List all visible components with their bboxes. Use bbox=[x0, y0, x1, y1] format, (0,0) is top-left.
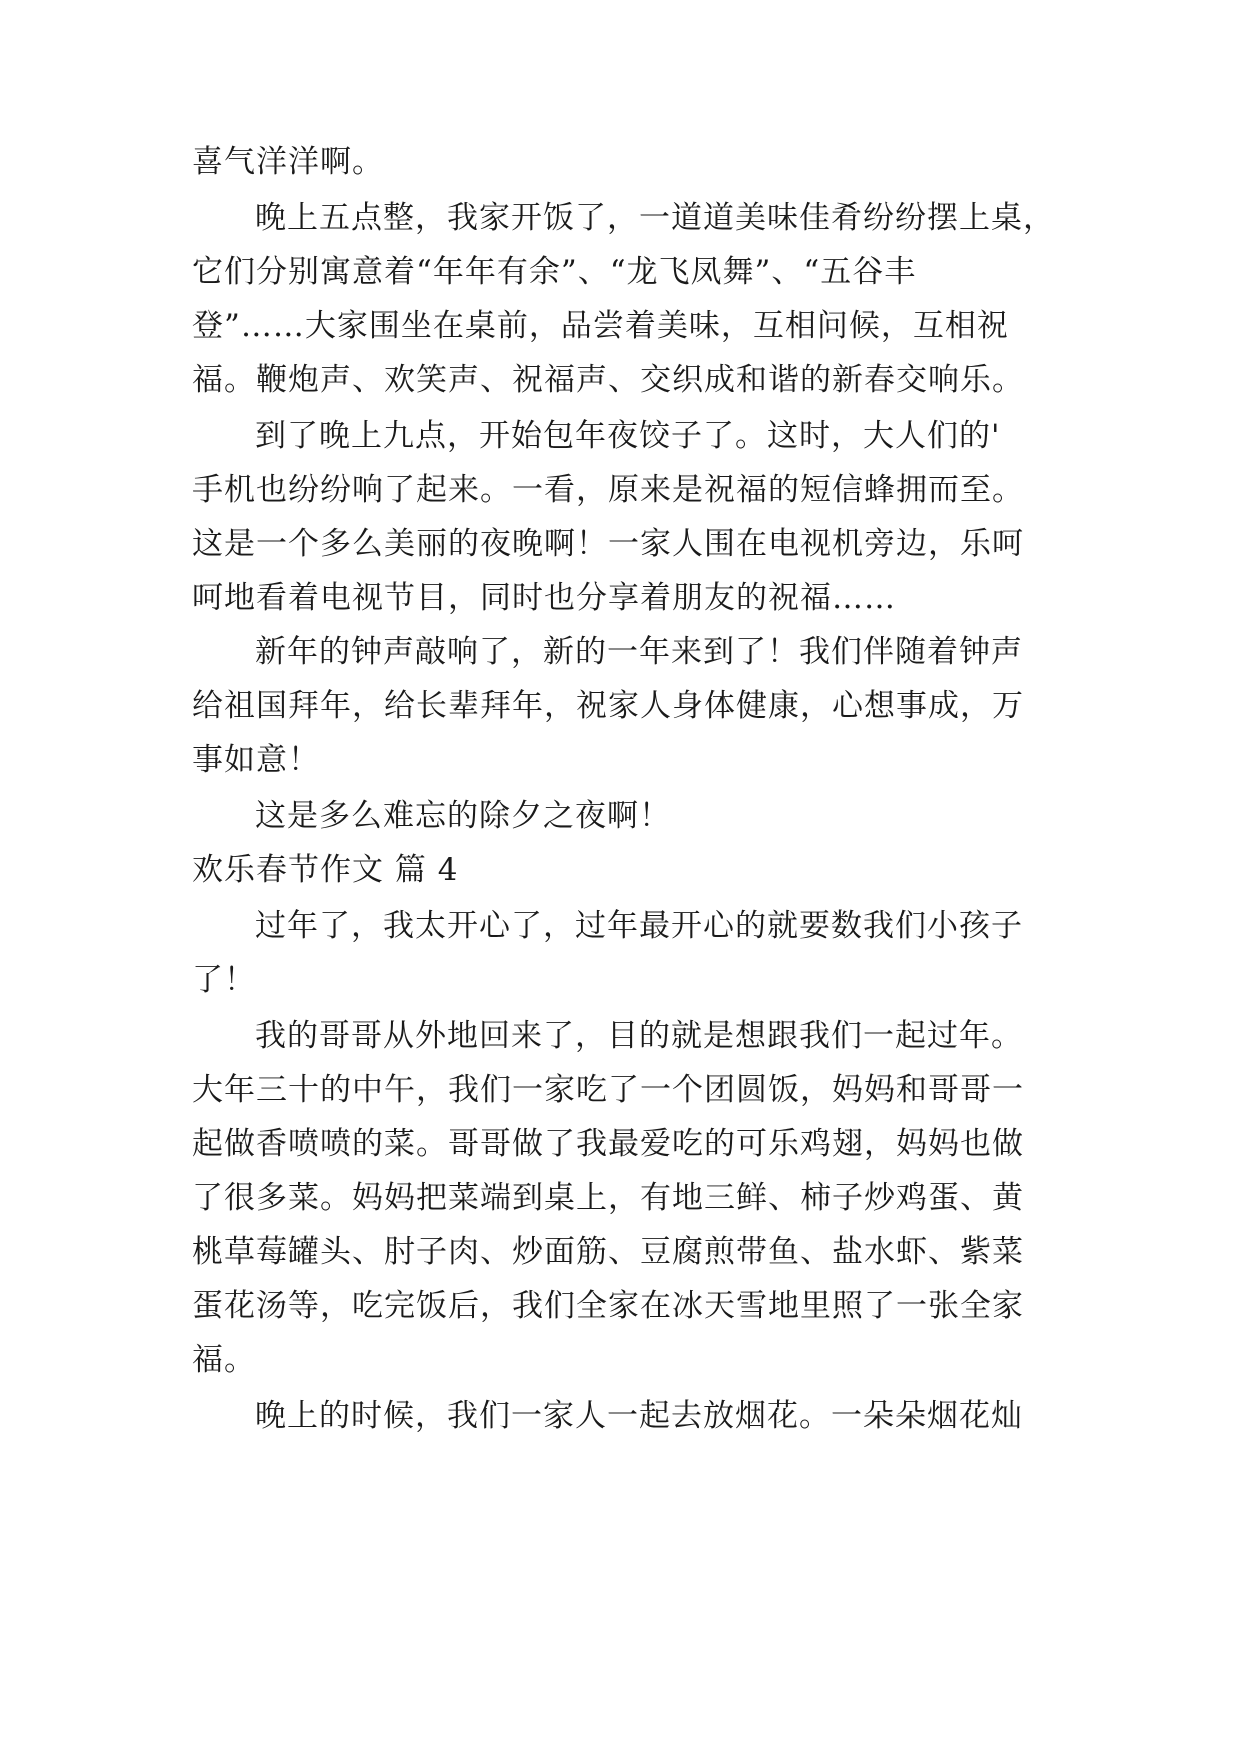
text-line: 了很多菜。妈妈把菜端到桌上，有地三鲜、柿子炒鸡蛋、黄 bbox=[192, 1180, 1024, 1216]
paragraph-start: 我的哥哥从外地回来了，目的就是想跟我们一起过年。 bbox=[255, 1018, 1023, 1054]
text-line: 了！ bbox=[192, 962, 256, 998]
text-line: 它们分别寓意着“年年有余”、“龙飞凤舞”、“五谷丰 bbox=[192, 254, 917, 290]
paragraph-start: 到了晚上九点，开始包年夜饺子了。这时，大人们的' bbox=[255, 418, 1001, 454]
text-line: 这是一个多么美丽的夜晚啊！一家人围在电视机旁边，乐呵 bbox=[192, 526, 1024, 562]
text-line: 手机也纷纷响了起来。一看，原来是祝福的短信蜂拥而至。 bbox=[192, 472, 1024, 508]
text-line: 给祖国拜年，给长辈拜年，祝家人身体健康，心想事成，万 bbox=[192, 688, 1024, 724]
text-line: 桃草莓罐头、肘子肉、炒面筋、豆腐煎带鱼、盐水虾、紫菜 bbox=[192, 1234, 1024, 1270]
paragraph-start: 这是多么难忘的除夕之夜啊！ bbox=[255, 798, 671, 834]
text-line: 登”……大家围坐在桌前，品尝着美味，互相问候，互相祝 bbox=[192, 308, 1009, 344]
paragraph-start: 晚上五点整，我家开饭了，一道道美味佳肴纷纷摆上桌， bbox=[255, 200, 1055, 236]
section-heading: 欢乐春节作文 篇 4 bbox=[192, 852, 459, 888]
text-line: 蛋花汤等，吃完饭后，我们全家在冰天雪地里照了一张全家 bbox=[192, 1288, 1024, 1324]
text-line: 事如意！ bbox=[192, 742, 320, 778]
text-line: 喜气洋洋啊。 bbox=[192, 144, 384, 180]
text-line: 呵地看着电视节目，同时也分享着朋友的祝福…… bbox=[192, 580, 896, 616]
text-line: 大年三十的中午，我们一家吃了一个团圆饭，妈妈和哥哥一 bbox=[192, 1072, 1024, 1108]
text-line: 福。鞭炮声、欢笑声、祝福声、交织成和谐的新春交响乐。 bbox=[192, 362, 1024, 398]
paragraph-start: 过年了，我太开心了，过年最开心的就要数我们小孩子 bbox=[255, 908, 1023, 944]
paragraph-start: 晚上的时候，我们一家人一起去放烟花。一朵朵烟花灿 bbox=[255, 1398, 1023, 1434]
text-line: 起做香喷喷的菜。哥哥做了我最爱吃的可乐鸡翅，妈妈也做 bbox=[192, 1126, 1024, 1162]
text-line: 福。 bbox=[192, 1342, 256, 1378]
paragraph-start: 新年的钟声敲响了，新的一年来到了！我们伴随着钟声 bbox=[255, 634, 1023, 670]
